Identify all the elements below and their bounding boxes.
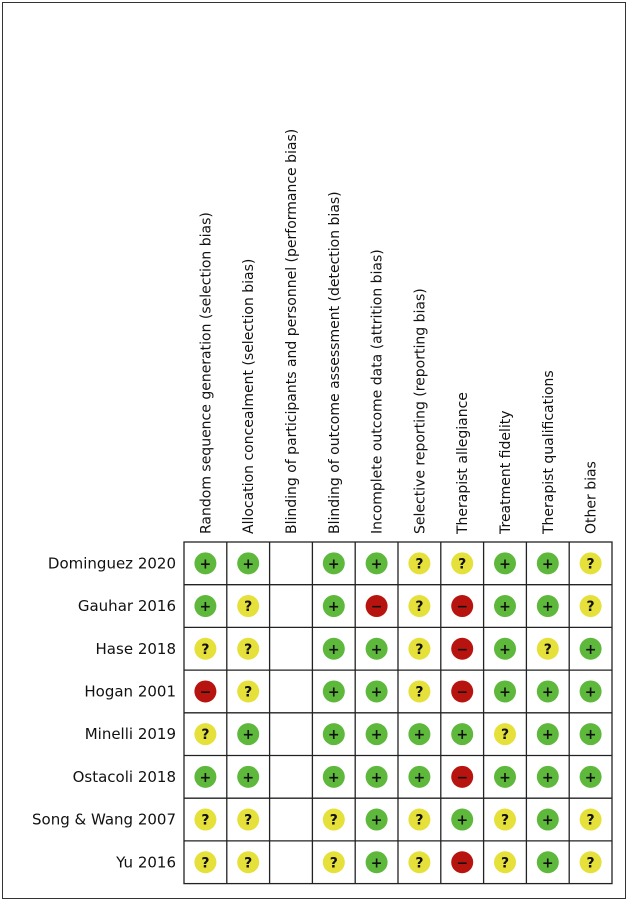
rating-symbol: + (456, 727, 469, 744)
rating-symbol: ? (586, 855, 595, 872)
rating-symbol: ? (586, 599, 595, 616)
rating-unclear (237, 809, 259, 831)
rating-symbol: + (327, 684, 340, 701)
rating-symbol: + (199, 599, 212, 616)
table-grid (184, 542, 612, 884)
rating-symbol: + (541, 556, 554, 573)
rating-low (580, 680, 602, 702)
rating-symbol: ? (244, 812, 253, 829)
rating-unclear (194, 723, 216, 745)
rating-symbol: − (370, 599, 383, 616)
study-label: Hase 2018 (95, 639, 176, 658)
rating-high (451, 638, 473, 660)
study-label: Ostacoli 2018 (72, 767, 176, 786)
rating-symbol: + (242, 769, 255, 786)
rating-symbol: ? (244, 684, 253, 701)
rating-symbol: + (541, 727, 554, 744)
rating-symbol: + (199, 556, 212, 573)
rating-unclear (451, 552, 473, 574)
rating-symbol: ? (415, 641, 424, 658)
rating-symbol: ? (201, 855, 210, 872)
rating-symbol: + (541, 855, 554, 872)
rating-low (537, 723, 559, 745)
rating-unclear (323, 851, 345, 873)
column-header-8: Treatment fidelity (498, 410, 514, 534)
rating-low (194, 595, 216, 617)
rating-symbol: + (541, 684, 554, 701)
study-label: Minelli 2019 (84, 725, 176, 744)
rating-low (194, 766, 216, 788)
rating-low (537, 552, 559, 574)
rating-symbol: + (584, 641, 597, 658)
rating-symbol: + (499, 599, 511, 616)
column-header-7: Therapist allegiance (455, 392, 472, 534)
study-label: Song & Wang 2007 (32, 810, 176, 829)
rating-symbol: ? (415, 556, 424, 573)
rating-low (494, 595, 516, 617)
rating-symbol: + (370, 727, 383, 744)
rating-low (366, 766, 388, 788)
rating-symbol: ? (458, 556, 467, 573)
rating-symbol: + (370, 556, 383, 573)
rating-low (451, 809, 473, 831)
rating-symbol: + (456, 812, 469, 829)
column-header-2: Allocation concealment (selection bias) (241, 258, 258, 534)
rating-low (194, 552, 216, 574)
rating-symbol: ? (201, 812, 210, 829)
rating-low (366, 723, 388, 745)
rating-symbol: ? (415, 684, 424, 701)
rating-low (323, 638, 345, 660)
rating-symbol: + (541, 599, 554, 616)
column-header-4: Blinding of outcome assessment (detection bias) (326, 191, 343, 534)
rating-symbol: ? (415, 855, 424, 872)
rating-low (323, 552, 345, 574)
rating-symbol: + (584, 684, 597, 701)
rating-symbol: ? (244, 599, 253, 616)
rating-low (366, 552, 388, 574)
rating-low (537, 766, 559, 788)
rating-low (451, 723, 473, 745)
study-label: Yu 2016 (116, 853, 176, 872)
rating-unclear (408, 595, 430, 617)
study-labels (32, 554, 176, 871)
column-headers (198, 129, 599, 535)
rating-low (323, 766, 345, 788)
rating-unclear (237, 851, 259, 873)
rating-low (537, 595, 559, 617)
rating-unclear (237, 680, 259, 702)
rating-symbol: − (456, 855, 469, 872)
rating-high (366, 595, 388, 617)
rating-symbol: ? (244, 641, 253, 658)
rating-symbol: ? (329, 855, 338, 872)
rating-symbol: ? (329, 812, 338, 829)
rating-symbol: ? (500, 812, 510, 829)
rating-symbol: + (499, 556, 511, 573)
study-label: Hogan 2001 (84, 682, 176, 701)
rating-symbol: + (413, 769, 426, 786)
rating-high (451, 680, 473, 702)
rating-symbol: ? (586, 812, 595, 829)
rating-symbol: ? (201, 641, 210, 658)
rating-low (323, 723, 345, 745)
rating-symbol: + (327, 727, 340, 744)
rating-symbol: + (242, 727, 255, 744)
rating-symbol: + (499, 769, 511, 786)
rating-symbol: + (327, 556, 340, 573)
rating-unclear (408, 552, 430, 574)
rating-symbol: + (584, 727, 597, 744)
study-label: Gauhar 2016 (77, 597, 176, 616)
rating-low (366, 809, 388, 831)
rating-symbol: ? (586, 556, 595, 573)
rating-symbol: + (499, 641, 511, 658)
rating-symbol: ? (543, 641, 552, 658)
rating-unclear (408, 809, 430, 831)
rating-low (580, 638, 602, 660)
rating-unclear (408, 851, 430, 873)
rating-unclear (237, 638, 259, 660)
rating-symbol: + (413, 727, 426, 744)
rating-unclear (323, 809, 345, 831)
rating-unclear (580, 595, 602, 617)
column-header-10: Other bias (583, 461, 600, 534)
rating-low (237, 723, 259, 745)
column-header-1: Random sequence generation (selection bias) (198, 212, 215, 534)
rating-unclear (408, 680, 430, 702)
rating-symbol: + (327, 769, 340, 786)
rating-unclear (537, 638, 559, 660)
column-header-9: Therapist qualifications (540, 370, 557, 534)
rating-symbol: + (499, 684, 511, 701)
rating-unclear (408, 638, 430, 660)
rating-symbol: + (541, 769, 554, 786)
column-header-6: Selective reporting (reporting bias) (412, 288, 429, 534)
rating-low (408, 766, 430, 788)
rating-low (237, 766, 259, 788)
rating-unclear (494, 809, 516, 831)
rating-unclear (580, 851, 602, 873)
rating-symbol: + (370, 769, 383, 786)
rating-symbol: ? (244, 855, 253, 872)
rating-symbol: + (370, 855, 383, 872)
rating-symbol: ? (415, 812, 424, 829)
rating-high (451, 595, 473, 617)
rating-low (537, 851, 559, 873)
rating-symbol: + (242, 556, 255, 573)
rating-symbol: ? (415, 599, 424, 616)
study-label: Dominguez 2020 (47, 554, 176, 573)
rating-unclear (237, 595, 259, 617)
rating-unclear (194, 809, 216, 831)
rating-symbol: − (456, 684, 469, 701)
rating-symbol: + (327, 599, 340, 616)
rating-unclear (580, 809, 602, 831)
rating-symbol: + (327, 641, 340, 658)
rating-unclear (194, 851, 216, 873)
rating-low (580, 723, 602, 745)
rating-symbol: ? (500, 855, 510, 872)
rating-symbol: ? (201, 727, 210, 744)
rating-high (451, 851, 473, 873)
rating-low (494, 638, 516, 660)
rating-symbol: + (199, 769, 212, 786)
rating-symbol: + (370, 684, 383, 701)
rating-symbol: − (456, 769, 469, 786)
rating-low (494, 680, 516, 702)
rating-symbol: − (456, 641, 469, 658)
rating-low (323, 680, 345, 702)
rating-symbol: − (456, 599, 469, 616)
rating-low (494, 766, 516, 788)
rating-low (366, 851, 388, 873)
rating-low (494, 552, 516, 574)
column-header-3: Blinding of participants and personnel (performance bias) (284, 128, 300, 534)
rating-unclear (494, 851, 516, 873)
rating-low (537, 809, 559, 831)
rating-symbol: ? (500, 727, 510, 744)
rating-low (366, 680, 388, 702)
rating-high (451, 766, 473, 788)
rating-symbol: + (541, 812, 554, 829)
rating-symbol: + (370, 812, 383, 829)
rating-low (408, 723, 430, 745)
rating-unclear (194, 638, 216, 660)
rating-low (537, 680, 559, 702)
rating-symbol: + (370, 641, 383, 658)
rating-low (580, 766, 602, 788)
rating-low (366, 638, 388, 660)
rating-high (194, 680, 216, 702)
rating-symbol: + (584, 769, 597, 786)
rating-symbol: − (199, 684, 212, 701)
rating-unclear (494, 723, 516, 745)
column-header-5: Incomplete outcome data (attrition bias) (369, 249, 386, 534)
rating-unclear (580, 552, 602, 574)
rating-low (323, 595, 345, 617)
rating-low (237, 552, 259, 574)
